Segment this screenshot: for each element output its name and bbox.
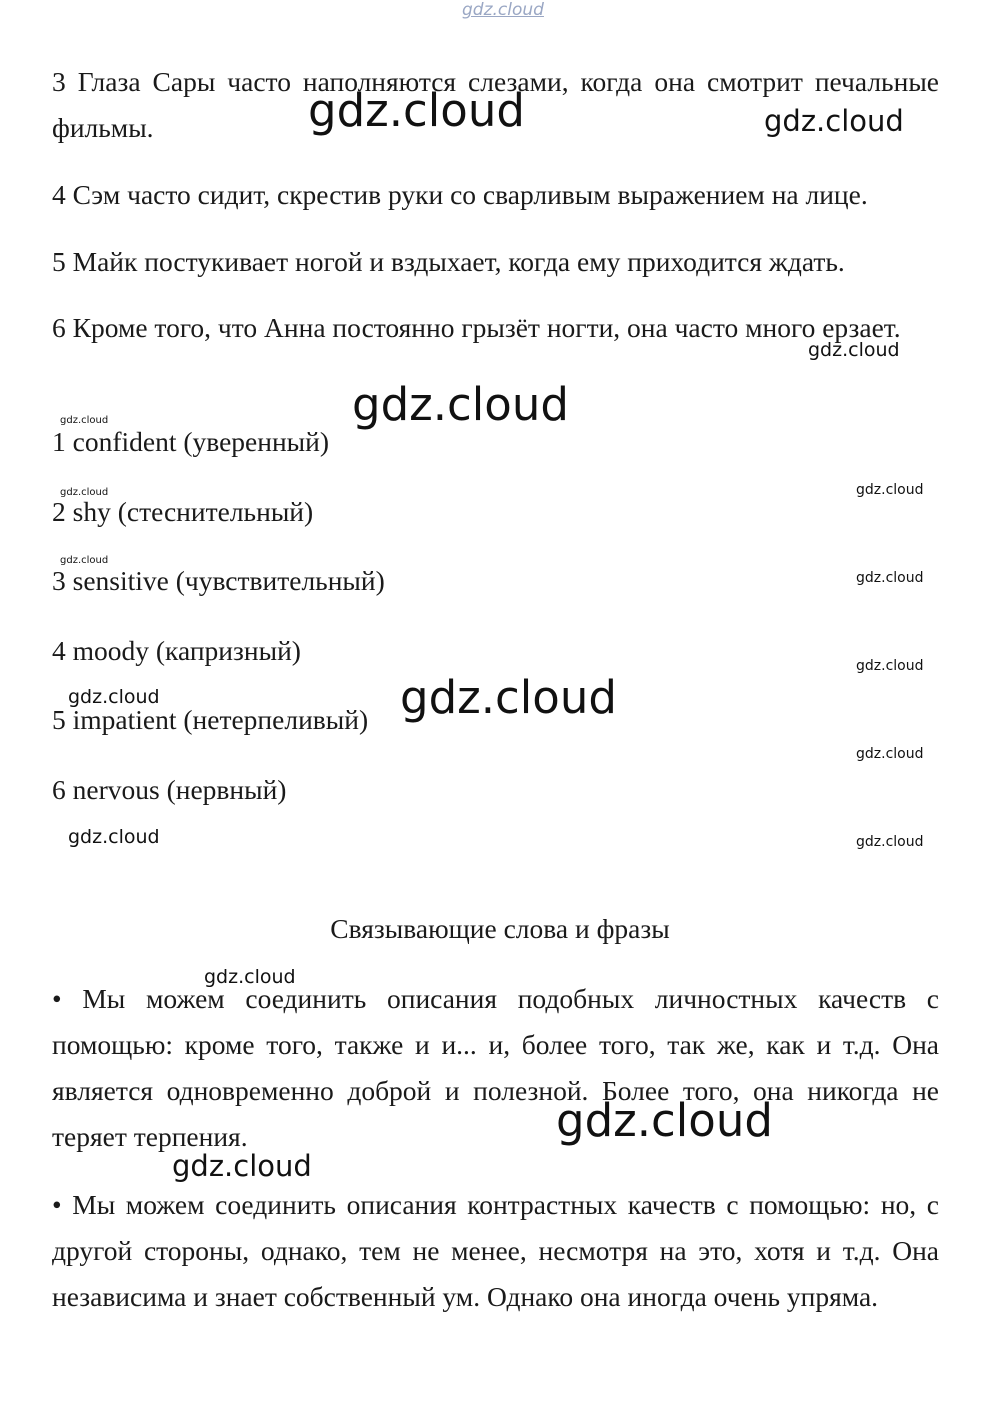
watermark: gdz.cloud — [204, 966, 296, 988]
watermark: gdz.cloud — [60, 487, 109, 498]
answer-3: 3 sensitive (чувствительный) — [52, 565, 385, 596]
watermark: gdz.cloud — [856, 658, 924, 674]
watermark: gdz.cloud — [172, 1149, 312, 1183]
watermark: gdz.cloud — [856, 570, 924, 586]
bullet-similar-qualities: • Мы можем соединить описания подобных личностных качеств с помощью: кроме того, также и и... и, более того, так же, как и т.д. Она является одновременно доброй и полезной. Более того, она никогда не теряет терпения. — [52, 983, 939, 1152]
answer-6: 6 nervous (нервный) — [52, 774, 287, 805]
watermark: gdz.cloud — [400, 671, 617, 724]
answer-5: 5 impatient (нетерпеливый) — [52, 704, 369, 735]
watermark: gdz.cloud — [60, 415, 109, 426]
sentence-6: 6 Кроме того, что Анна постоянно грызёт ногти, она часто много ерзает. — [52, 312, 901, 343]
sentence-4: 4 Сэм часто сидит, скрестив руки со сварливым выражением на лице. — [52, 179, 868, 210]
watermark: gdz.cloud — [856, 482, 924, 498]
watermark: gdz.cloud — [68, 686, 160, 708]
watermark: gdz.cloud — [856, 834, 924, 850]
watermark: gdz.cloud — [308, 84, 525, 137]
answer-2: 2 shy (стеснительный) — [52, 496, 314, 527]
header-watermark: gdz.cloud — [462, 0, 544, 20]
watermark: gdz.cloud — [808, 339, 900, 361]
answer-1: 1 confident (уверенный) — [52, 426, 330, 457]
answer-4: 4 moody (капризный) — [52, 635, 301, 666]
watermark: gdz.cloud — [556, 1094, 773, 1147]
watermark: gdz.cloud — [856, 746, 924, 762]
watermark: gdz.cloud — [764, 104, 904, 138]
watermark: gdz.cloud — [68, 826, 160, 848]
bullet-contrasting-qualities: • Мы можем соединить описания контрастных качеств с помощью: но, с другой стороны, однако, тем не менее, несмотря на это, хотя и т.д. Она независима и знает собственный ум. Однако она иногда очень упряма. — [52, 1189, 939, 1312]
sentence-3: 3 Глаза Сары часто наполняются слезами, когда она смотрит печальные фильмы. — [52, 66, 939, 143]
watermark: gdz.cloud — [60, 555, 109, 566]
watermark: gdz.cloud — [352, 378, 569, 431]
section-title: Связывающие слова и фразы — [330, 913, 670, 944]
sentence-5: 5 Майк постукивает ногой и вздыхает, когда ему приходится ждать. — [52, 246, 845, 277]
